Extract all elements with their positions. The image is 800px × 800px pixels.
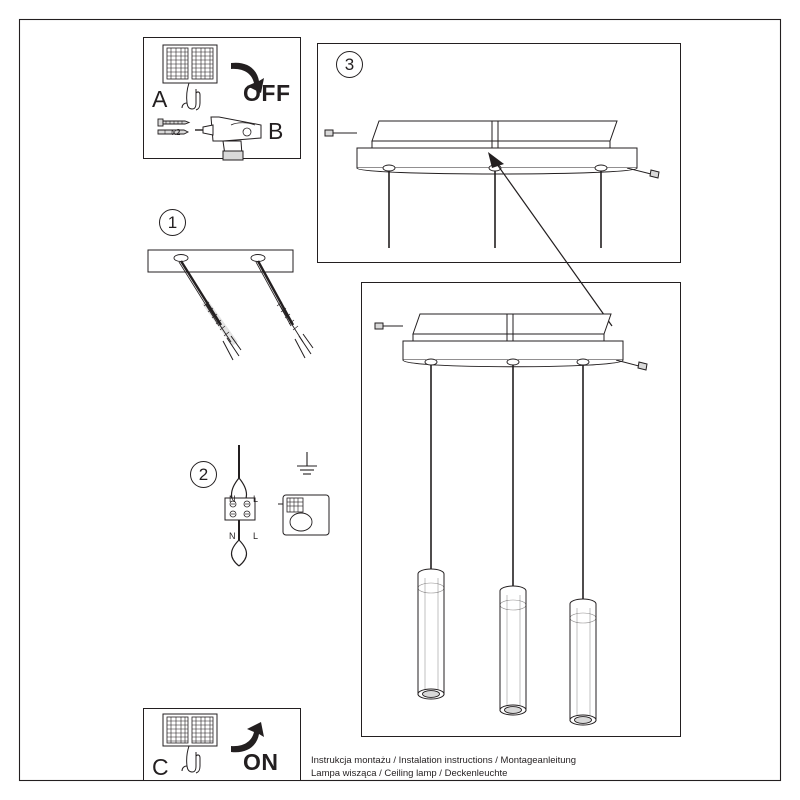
product-illustration (361, 282, 683, 739)
step-c-letter: C (152, 754, 169, 780)
pendant-lamp-1 (418, 569, 444, 699)
step-2-illustration (215, 440, 345, 575)
ceiling-plate-top (372, 121, 617, 148)
earth-ground-icon (297, 452, 317, 474)
hand-icon (182, 746, 200, 773)
wall-switch-icon (163, 45, 217, 83)
step-b-letter: B (268, 118, 284, 144)
canopy-bar (403, 341, 623, 367)
terminal-label-l-bottom: L (253, 531, 259, 541)
on-label: ON (243, 749, 279, 775)
wall-switch-icon (163, 714, 217, 746)
screw-left-icon (179, 261, 241, 360)
step-3-number: 3 (336, 51, 363, 78)
screw-right-icon (256, 261, 313, 358)
drill-icon (195, 117, 261, 160)
terminal-label-l-top: L (253, 494, 259, 504)
off-label: OFF (243, 80, 291, 106)
pendant-lamp-3 (570, 599, 596, 725)
step-2-number: 2 (190, 461, 217, 488)
step-a-letter: A (152, 86, 168, 112)
step-1-illustration (143, 240, 333, 370)
footer-line-1: Instrukcja montażu / Instalation instructions / Montageanleitung (311, 755, 577, 766)
terminal-label-n-top: N (229, 494, 236, 504)
screw-count-label: x2 (172, 128, 181, 137)
ceiling-plate (413, 314, 611, 341)
connector-icon (278, 495, 329, 535)
on-arrow-icon (231, 722, 264, 752)
step-1-number: 1 (159, 209, 186, 236)
footer-line-2: Lampa wisząca / Ceiling lamp / Deckenleuchte (311, 768, 508, 779)
pendant-lamp-2 (500, 586, 526, 715)
terminal-label-n-bottom: N (229, 531, 236, 541)
screw-icon (158, 119, 189, 126)
